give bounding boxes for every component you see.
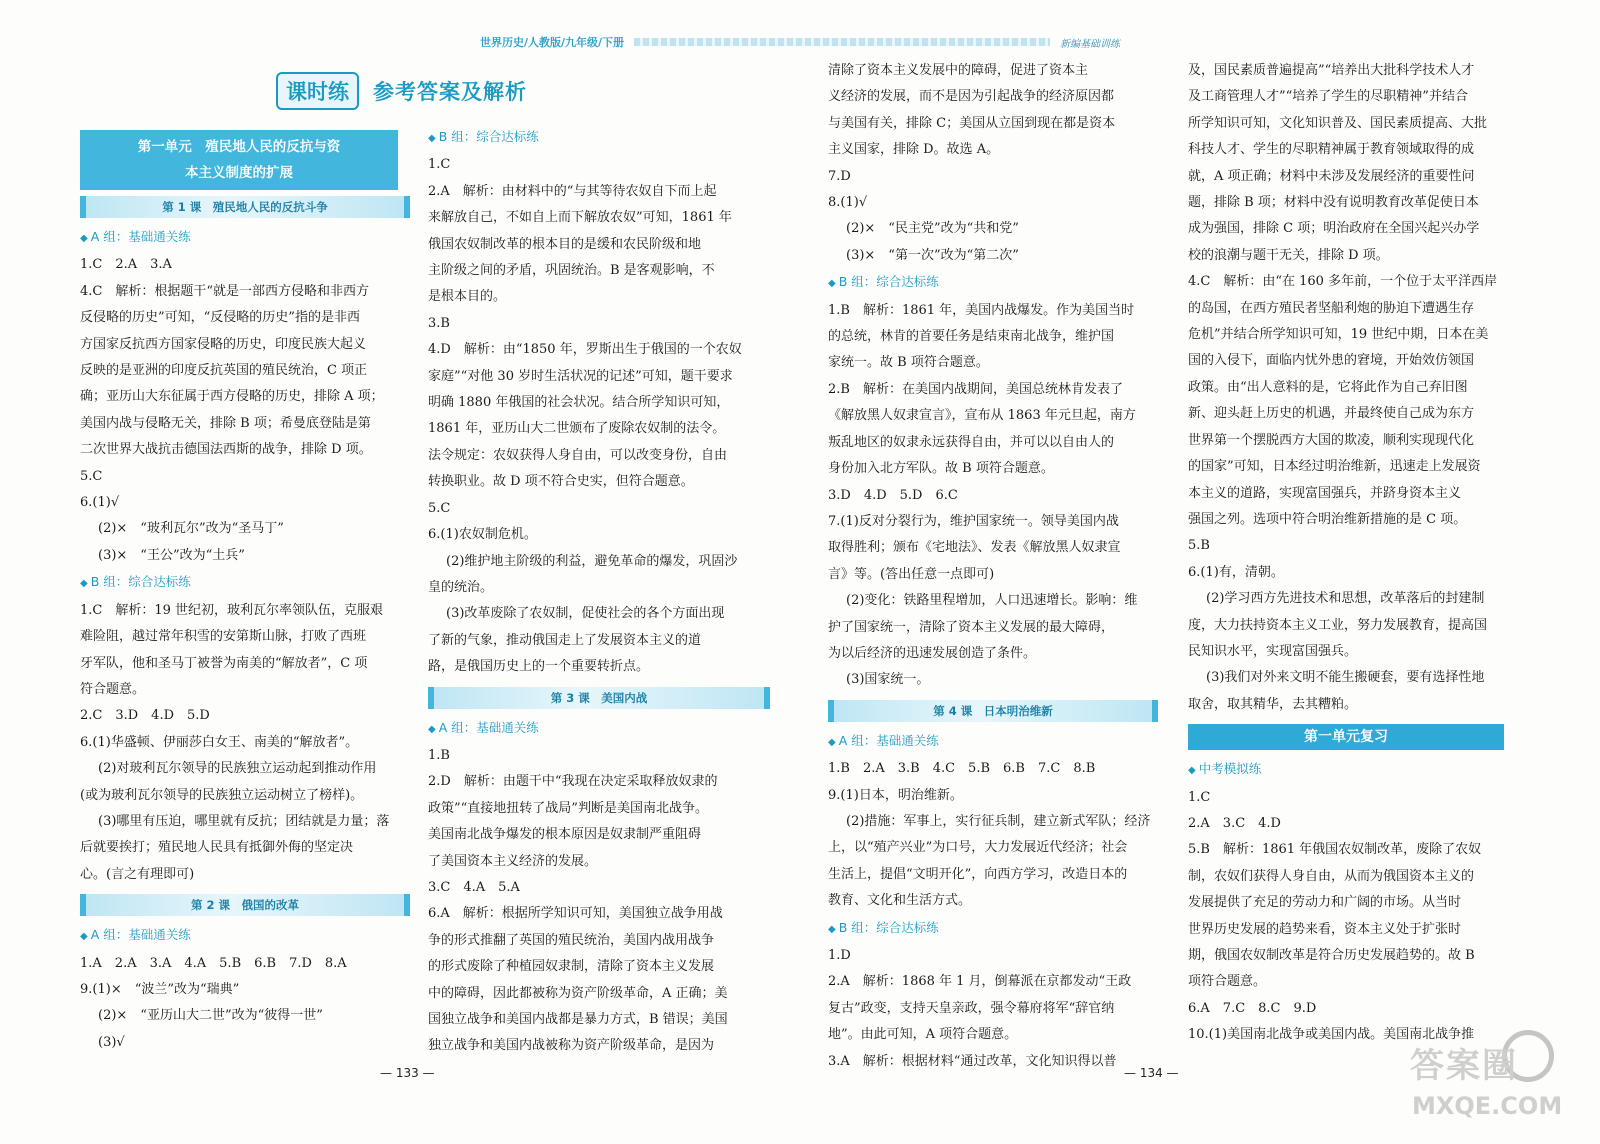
answer-line: (3)× “王公”改为“土兵” bbox=[98, 547, 245, 563]
answer-line: 所学知识可知，文化知识普及、国民素质提高、大批 bbox=[1188, 115, 1488, 131]
diamond-icon: ◆ bbox=[80, 931, 88, 943]
answer-line: (3)哪里有压迫，哪里就有反抗；团结就是力量；落 bbox=[98, 813, 390, 829]
answer-line: 3.A 解析：根据材料“通过改革，文化知识得以普 bbox=[828, 1053, 1117, 1069]
lesson-heading: 第 2 课 俄国的改革 bbox=[80, 894, 410, 916]
answer-line: 6.(1)有，清朝。 bbox=[1188, 564, 1284, 580]
answer-line: 心。(言之有理即可) bbox=[80, 866, 195, 882]
column-4 bbox=[1188, 58, 1518, 1049]
answer-line: 1.C 解析：19 世纪初，玻利瓦尔率领队伍，克服艰 bbox=[80, 602, 384, 618]
answer-line: 及，国民素质普遍提高”“培养出大批科学技术人才 bbox=[1188, 63, 1475, 78]
answer-line: 5.B bbox=[1188, 538, 1210, 554]
answer-line: 上，以“殖产兴业”为口号，大力发展近代经济；社会 bbox=[828, 840, 1128, 856]
answer-line: (2)变化：铁路里程增加，人口迅速增长。影响：维 bbox=[846, 593, 1138, 609]
answer-line: 政策”“直接地扭转了战局”判断是美国南北战争。 bbox=[428, 800, 708, 816]
answer-line: 言》等。(答出任意一点即可) bbox=[828, 566, 995, 582]
lesson-heading: 第 1 课 殖民地人民的反抗斗争 bbox=[80, 196, 410, 218]
answer-line: (3)× “第一次”改为“第二次” bbox=[846, 247, 1019, 263]
answer-line: 危机”并结合所学知识可知，19 世纪中期，日本在美 bbox=[1188, 327, 1489, 343]
diamond-icon: ◆ bbox=[1188, 765, 1196, 777]
answer-line: 反侵略的历史”可知，“反侵略的历史”指的是非西 bbox=[80, 310, 360, 326]
watermark-text-top: 答案圈 bbox=[1410, 1046, 1518, 1086]
answer-line: 争的形式推翻了英国的殖民统治，美国内战用战争 bbox=[428, 932, 715, 948]
unit-title-line: 本主义制度的扩展 bbox=[185, 165, 293, 181]
group-heading: ◆ B 组：综合达标练 bbox=[428, 129, 539, 144]
answer-line: (2)× “玻利瓦尔”改为“圣马丁” bbox=[98, 521, 284, 537]
answer-line: 本主义的道路，实现富国强兵，并跻身资本主义 bbox=[1188, 485, 1462, 501]
answer-line: 2.B 解析：在美国内战期间，美国总统林肯发表了 bbox=[828, 381, 1123, 397]
answer-line: (2)对玻利瓦尔领导的民族独立运动起到推动作用 bbox=[98, 761, 377, 777]
answer-line: 的总统，林肯的首要任务是结束南北战争，维护国 bbox=[828, 329, 1115, 345]
answer-line: 新、迎头赶上历史的机遇，并最终使自己成为东方 bbox=[1188, 406, 1475, 422]
answer-line: 了新的气象，推动俄国走上了发展资本主义的道 bbox=[428, 632, 702, 648]
answer-line: 4.D 解析：由“1850 年，罗斯出生于俄国的一个农奴 bbox=[428, 342, 742, 358]
answer-line: (2)维护地主阶级的利益，避免革命的爆发，巩固沙 bbox=[446, 553, 738, 569]
answer-line: 叛乱地区的奴隶永远获得自由，并可以以自由人的 bbox=[828, 434, 1115, 450]
group-heading: ◆ A 组：基础通关练 bbox=[80, 229, 191, 244]
answer-line: 1.A 2.A 3.A 4.A 5.B 6.B 7.D 8.A bbox=[80, 955, 347, 971]
answer-line: (2)× “亚历山大二世”改为“彼得一世” bbox=[98, 1008, 323, 1024]
answer-line: 1.C bbox=[428, 157, 451, 173]
diamond-icon: ◆ bbox=[828, 278, 836, 290]
answer-line: 6.(1)√ bbox=[80, 495, 120, 511]
header-brand: 新编基础训练 bbox=[1060, 38, 1120, 50]
answer-line: 及工商管理人才”“培养了学生的尽职精神”并结合 bbox=[1188, 89, 1468, 105]
unit-title-box bbox=[80, 130, 398, 190]
answer-line: 反映的是亚洲的印度反抗英国的殖民统治，C 项正 bbox=[80, 363, 368, 379]
running-header bbox=[480, 34, 1120, 50]
answer-line: 符合题意。 bbox=[80, 681, 146, 697]
answer-line: (或为玻利瓦尔领导的民族独立运动树立了榜样)。 bbox=[80, 787, 364, 803]
answer-line: 3.C 4.A 5.A bbox=[428, 879, 520, 895]
answer-line: 的岛国，在西方殖民者坚船利炮的胁迫下遭遇生存 bbox=[1188, 300, 1475, 316]
answer-line: 4.C 解析：根据题干“就是一部西方侵略和非西方 bbox=[80, 283, 369, 299]
answer-line: 国的入侵下，面临内忧外患的窘境，开始效仿领国 bbox=[1188, 353, 1475, 369]
watermark-text-bottom: MXQE.COM bbox=[1412, 1092, 1563, 1120]
answer-line: 家统一。故 B 项符合题意。 bbox=[828, 355, 989, 371]
answer-line: 护了国家统一，清除了资本主义发展的最大障碍， bbox=[828, 619, 1115, 635]
unit-review-heading: 第一单元复习 bbox=[1188, 724, 1504, 750]
group-heading: ◆ 中考模拟练 bbox=[1188, 761, 1262, 777]
answer-line: 6.A 解析：根据所学知识可知，美国独立战争用战 bbox=[428, 906, 723, 922]
answer-line: 8.(1)√ bbox=[828, 195, 868, 211]
answer-line: 强国之列。选项中符合明治维新措施的是 C 项。 bbox=[1188, 511, 1467, 527]
group-heading: ◆ B 组：综合达标练 bbox=[80, 574, 191, 590]
answer-line: 1861 年，亚历山大二世颁布了废除农奴制的法令。 bbox=[428, 421, 726, 437]
answer-line: 难险阻，越过常年积雪的安第斯山脉，打败了西班 bbox=[80, 629, 367, 645]
answer-line: 独立战争和美国内战被称为资产阶级革命，是因为 bbox=[428, 1038, 715, 1054]
answer-line: 与美国有关，排除 C；美国从立国到现在都是资本 bbox=[828, 115, 1116, 131]
answer-line: 政策。由“出人意料的是，它将此作为自己弃旧图 bbox=[1188, 379, 1468, 395]
answer-line: (3)√ bbox=[98, 1034, 125, 1050]
answer-line: 7.D bbox=[828, 168, 851, 184]
answer-line: 2.A 解析：由材料中的“与其等待农奴自下而上起 bbox=[428, 183, 717, 199]
answer-line: 制，农奴们获得人身自由，从而为俄国资本主义的 bbox=[1188, 868, 1475, 884]
answer-line: 后就要挨打；殖民地人民具有抵御外侮的坚定决 bbox=[80, 840, 354, 856]
answer-line: 项符合题意。 bbox=[1188, 974, 1267, 990]
diamond-icon: ◆ bbox=[428, 133, 436, 144]
answer-line: 科技人才、学生的尽职精神属于教育领域取得的成 bbox=[1188, 142, 1475, 158]
answer-line: 了美国资本主义经济的发展。 bbox=[428, 853, 598, 869]
answer-line: 转换职业。故 D 项不符合史实，但符合题意。 bbox=[428, 474, 694, 490]
answer-line: 发展提供了充足的劳动力和广阔的市场。从当时 bbox=[1188, 895, 1462, 911]
answer-line: 世界第一个摆脱西方大国的欺凌，顺利实现现代化 bbox=[1188, 432, 1475, 448]
unit-title-line: 第一单元 殖民地人民的反抗与资 bbox=[137, 139, 341, 155]
answer-line: 家庭”“对他 30 岁时生活状况的记述”可知，题干要求 bbox=[428, 368, 733, 384]
group-heading: ◆ B 组：综合达标练 bbox=[828, 919, 939, 935]
answer-line: (2)× “民主党”改为“共和党” bbox=[846, 221, 1019, 237]
answer-line: 4.C 解析：由“在 160 多年前，一个位于太平洋西岸 bbox=[1188, 274, 1498, 290]
answer-line: 7.(1)反对分裂行为，维护国家统一。领导美国内战 bbox=[828, 513, 1119, 529]
answer-line: 明确 1880 年俄国的社会状况。结合所学知识可知， bbox=[428, 395, 730, 411]
answer-line: (2)学习西方先进技术和思想，改革落后的封建制 bbox=[1206, 591, 1485, 607]
answer-line: 教育、文化和生活方式。 bbox=[828, 893, 972, 909]
answer-line: 法令规定：农奴获得人身自由，可以改变身份，自由 bbox=[428, 447, 728, 463]
group-heading: ◆ A 组：基础通关练 bbox=[828, 732, 939, 748]
answer-line: 10.(1)美国南北战争或美国内战。美国南北战争推 bbox=[1188, 1027, 1475, 1043]
banner-title: 参考答案及解析 bbox=[373, 80, 527, 104]
group-heading: ◆ A 组：基础通关练 bbox=[428, 719, 539, 735]
answer-line: 的形式废除了种植园奴隶制，清除了资本主义发展 bbox=[428, 959, 715, 975]
answer-line: 主义国家，排除 D。故选 A。 bbox=[828, 142, 1000, 158]
answer-line: (2)措施：军事上，实行征兵制，建立新式军队；经济 bbox=[846, 813, 1151, 829]
column-3 bbox=[828, 58, 1158, 1075]
answer-line: 皇的统治。 bbox=[428, 579, 494, 595]
answer-line: 2.D 解析：由题干中“我现在决定采取释放奴隶的 bbox=[428, 774, 718, 790]
answer-line: 度，大力扶持资本主义工业，努力发展教育，提高国 bbox=[1188, 617, 1488, 633]
answer-line: 方国家反抗西方国家侵略的历史，印度民族大起义 bbox=[80, 336, 367, 352]
answer-line: 5.C bbox=[80, 468, 103, 484]
diamond-icon: ◆ bbox=[80, 233, 88, 244]
answer-line: 牙军队，他和圣马丁被誉为南美的“解放者”，C 项 bbox=[80, 655, 368, 671]
answer-line: 题，排除 B 项；材料中没有说明教育改革促使日本 bbox=[1188, 195, 1479, 211]
answer-line: 1.B 解析：1861 年，美国内战爆发。作为美国当时 bbox=[828, 302, 1135, 318]
header-stripes bbox=[634, 38, 1050, 46]
answer-line: 确；亚历山大东征属于西方侵略的历史，排除 A 项； bbox=[80, 389, 384, 405]
answer-line: 1.B bbox=[428, 747, 450, 763]
page-number-right: — 134 — bbox=[1124, 1066, 1179, 1080]
answer-line: (3)改革废除了农奴制，促使社会的各个方面出现 bbox=[446, 606, 725, 622]
page-number-left: — 133 — bbox=[380, 1066, 435, 1080]
answer-line: 世界历史发展的趋势来看，资本主义处于扩张时 bbox=[1188, 921, 1462, 937]
answer-line: 主阶级之间的矛盾，巩固统治。B 是客观影响，不 bbox=[428, 263, 715, 279]
group-heading: ◆ B 组：综合达标练 bbox=[828, 274, 939, 290]
answer-line: 清除了资本主义发展中的障碍，促进了资本主 bbox=[828, 63, 1089, 78]
answer-line: 俄国农奴制改革的根本目的是缓和农民阶级和地 bbox=[428, 236, 702, 252]
answer-line: (3)我们对外来文明不能生搬硬套，要有选择性地 bbox=[1206, 670, 1485, 686]
answer-line: 6.(1)华盛顿、伊丽莎白女王、南美的“解放者”。 bbox=[80, 734, 359, 750]
answer-line: 1.C bbox=[1188, 789, 1211, 805]
answer-line: (3)国家统一。 bbox=[846, 672, 930, 688]
header-title: 世界历史/人教版/九年级/下册 bbox=[480, 36, 625, 49]
lesson-heading: 第 4 课 日本明治维新 bbox=[828, 700, 1158, 722]
lesson-heading: 第 3 课 美国内战 bbox=[428, 687, 770, 709]
answer-line: 《解放黑人奴隶宣言》，宣布从 1863 年元旦起，南方 bbox=[828, 408, 1136, 424]
answer-line: 生活上，提倡“文明开化”，向西方学习，改造日本的 bbox=[828, 866, 1128, 882]
diamond-icon: ◆ bbox=[828, 736, 836, 748]
section-banner bbox=[276, 72, 527, 110]
answer-line: 取舍，取其精华，去其糟粕。 bbox=[1188, 696, 1358, 712]
answer-line: 为以后经济的迅速发展创造了条件。 bbox=[828, 645, 1037, 661]
answer-line: 就，A 项正确；材料中未涉及发展经济的重要性问 bbox=[1188, 168, 1475, 184]
answer-line: 复古”政变，支持天皇亲政，强令幕府将军“辞官纳 bbox=[828, 1000, 1115, 1016]
answer-line: 9.(1)日本，明治维新。 bbox=[828, 787, 963, 803]
answer-line: 5.C bbox=[428, 500, 451, 516]
diamond-icon: ◆ bbox=[428, 723, 436, 735]
group-heading: ◆ A 组：基础通关练 bbox=[80, 927, 191, 943]
answer-line: 美国南北战争爆发的根本原因是奴隶制严重阻碍 bbox=[428, 827, 702, 843]
answer-line: 是根本目的。 bbox=[428, 289, 507, 305]
answer-line: 校的浪潮与题干无关，排除 D 项。 bbox=[1188, 247, 1389, 263]
answer-line: 1.B 2.A 3.B 4.C 5.B 6.B 7.C 8.B bbox=[828, 761, 1096, 777]
answer-line: 3.B bbox=[428, 315, 450, 331]
answer-line: 期，俄国农奴制改革是符合历史发展趋势的。故 B bbox=[1188, 948, 1475, 963]
answer-line: 6.(1)农奴制危机。 bbox=[428, 527, 537, 543]
diamond-icon: ◆ bbox=[80, 578, 88, 590]
banner-tag: 课时练 bbox=[276, 72, 359, 110]
answer-line: 2.C 3.D 4.D 5.D bbox=[80, 708, 210, 724]
answer-line: 义经济的发展，而不是因为引起战争的经济原因都 bbox=[828, 89, 1115, 105]
answer-line: 二次世界大战抗击德国法西斯的战争，排除 D 项。 bbox=[80, 442, 372, 458]
answer-line: 美国内战与侵略无关，排除 B 项；希曼底登陆是第 bbox=[80, 415, 371, 431]
answer-line: 2.A 3.C 4.D bbox=[1188, 815, 1281, 831]
answer-line: 2.A 解析：1868 年 1 月，倒幕派在京都发动“王政 bbox=[828, 974, 1132, 990]
diamond-icon: ◆ bbox=[828, 923, 836, 935]
answer-line: 9.(1)× “波兰”改为“瑞典” bbox=[80, 981, 240, 997]
answer-line: 成为强国，排除 C 项；明治政府在全国兴起兴办学 bbox=[1188, 221, 1480, 237]
answer-line: 中的障碍，因此都被称为资产阶级革命，A 正确；美 bbox=[428, 985, 728, 1001]
answer-line: 取得胜利；颁布《宅地法》、发表《解放黑人奴隶宣 bbox=[828, 540, 1121, 556]
watermark-logo bbox=[1410, 1022, 1563, 1132]
answer-line: 6.A 7.C 8.C 9.D bbox=[1188, 1000, 1317, 1016]
answer-line: 3.D 4.D 5.D 6.C bbox=[828, 487, 958, 503]
answer-line: 1.D bbox=[828, 948, 851, 963]
answer-line: 国独立战争和美国内战都是暴力方式，B 错误；美国 bbox=[428, 1012, 728, 1027]
answer-line: 来解放自己，不如自上而下解放农奴”可知，1861 年 bbox=[428, 210, 732, 226]
column-1 bbox=[80, 130, 410, 1056]
answer-line: 1.C 2.A 3.A bbox=[80, 257, 172, 273]
answer-line: 地”。由此可知，A 项符合题意。 bbox=[828, 1027, 1018, 1043]
answer-line: 5.B 解析：1861 年俄国农奴制改革，废除了农奴 bbox=[1188, 842, 1482, 858]
answer-line: 的国家”可知，日本经过明治维新，迅速走上发展资 bbox=[1188, 459, 1481, 475]
column-2 bbox=[428, 124, 770, 1060]
answer-line: 路，是俄国历史上的一个重要转折点。 bbox=[428, 659, 650, 675]
answer-line: 民知识水平，实现富国强兵。 bbox=[1188, 643, 1358, 659]
answer-line: 身份加入北方军队。故 B 项符合题意。 bbox=[828, 461, 1054, 477]
